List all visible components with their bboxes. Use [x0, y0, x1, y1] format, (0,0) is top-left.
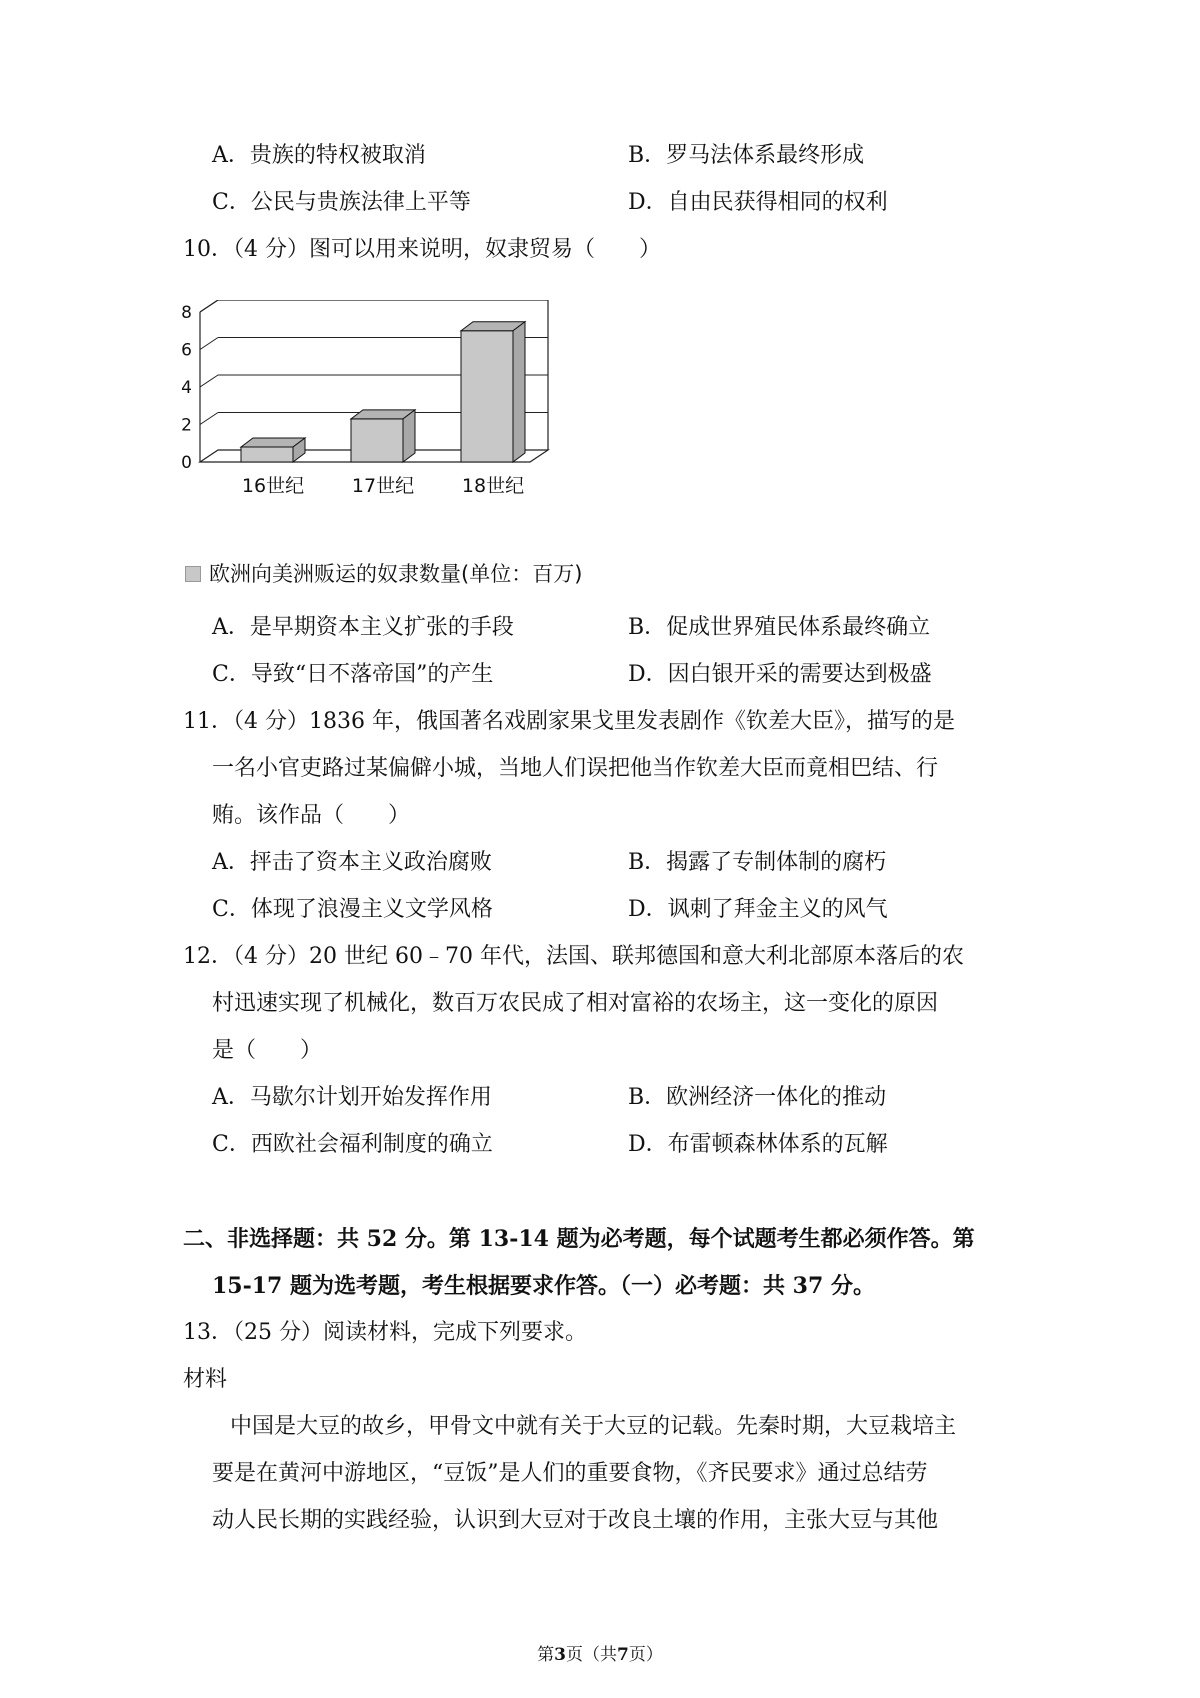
bar — [241, 438, 305, 462]
q12-option-a: A．马歇尔计划开始发挥作用 — [212, 1085, 492, 1110]
chart-legend — [185, 559, 582, 589]
footer-page-number: 3 — [554, 1645, 566, 1665]
x-tick-label: 17世纪 — [351, 475, 415, 497]
q13-material-line2: 要是在黄河中游地区，“豆饭”是人们的重要食物，《齐民要求》通过总结劳 — [212, 1461, 928, 1486]
chart-bars — [241, 322, 525, 462]
q9-option-a: A．贵族的特权被取消 — [212, 143, 426, 168]
footer-suffix: 页） — [628, 1645, 663, 1665]
footer-total-pages: 7 — [617, 1645, 629, 1665]
q12-stem-line1: 12．（4 分）20 世纪 60﹣70 年代，法国、联邦德国和意大利北部原本落后的农 — [183, 944, 964, 969]
q9-option-b: B．罗马法体系最终形成 — [628, 143, 865, 168]
q11-option-c: C．体现了浪漫主义文学风格 — [212, 897, 493, 922]
q13-stem: 13．（25 分）阅读材料，完成下列要求。 — [183, 1320, 587, 1345]
q12-option-c: C．西欧社会福利制度的确立 — [212, 1132, 493, 1157]
q9-option-d: D．自由民获得相同的权利 — [628, 190, 888, 215]
slave-trade-bar-chart — [180, 300, 600, 550]
chart-legend-text: 欧洲向美洲贩运的奴隶数量(单位：百万) — [209, 562, 583, 586]
gridline-diagonal — [200, 338, 218, 350]
q9-option-c: C．公民与贵族法律上平等 — [212, 190, 471, 215]
q11-option-a: A．抨击了资本主义政治腐败 — [212, 850, 492, 875]
x-tick-label: 16世纪 — [241, 475, 305, 497]
q12-option-d: D．布雷顿森林体系的瓦解 — [628, 1132, 888, 1157]
q11-stem-line2: 一名小官吏路过某偏僻小城，当地人们误把他当作钦差大臣而竟相巴结、行 — [212, 756, 939, 781]
q10-stem: 10．（4 分）图可以用来说明，奴隶贸易（ ） — [183, 237, 661, 262]
bar-side — [403, 410, 415, 462]
footer-mid: 页（共 — [566, 1645, 617, 1665]
bar-front — [241, 447, 293, 462]
x-tick-label: 18世纪 — [461, 475, 525, 497]
y-tick-label: 0 — [181, 453, 192, 473]
q10-option-d: D．因白银开采的需要达到极盛 — [628, 662, 932, 687]
q12-stem-line2: 村迅速实现了机械化，数百万农民成了相对富裕的农场主，这一变化的原因 — [212, 991, 939, 1016]
y-tick-label: 2 — [181, 415, 192, 436]
q13-material-line1: 中国是大豆的故乡，甲骨文中就有关于大豆的记载。先秦时期，大豆栽培主 — [230, 1414, 957, 1439]
bar — [461, 322, 525, 462]
footer-prefix: 第 — [537, 1645, 555, 1665]
q10-option-a: A．是早期资本主义扩张的手段 — [212, 615, 514, 640]
q12-option-b: B．欧洲经济一体化的推动 — [628, 1085, 887, 1110]
bar-side — [513, 322, 525, 462]
q12-stem-line3: 是（ ） — [212, 1038, 323, 1063]
page-footer — [0, 1640, 1200, 1665]
legend-swatch — [185, 566, 201, 582]
q10-option-c: C．导致“日不落帝国”的产生 — [212, 662, 494, 687]
bar — [351, 410, 415, 462]
section2-heading-line2: 15-17 题为选考题，考生根据要求作答。（一）必考题：共 37 分。 — [212, 1273, 875, 1299]
q13-material-line3: 动人民长期的实践经验，认识到大豆对于改良土壤的作用，主张大豆与其他 — [212, 1508, 939, 1533]
gridline-diagonal — [200, 375, 218, 387]
section2-heading-line1: 二、非选择题：共 52 分。第 13-14 题为必考题，每个试题考生都必须作答。第 — [183, 1226, 975, 1252]
q11-stem-line3: 贿。该作品（ ） — [212, 803, 411, 828]
y-tick-label: 4 — [181, 378, 192, 398]
gridline-diagonal — [200, 413, 218, 425]
bar-front — [461, 331, 513, 462]
q11-option-d: D．讽刺了拜金主义的风气 — [628, 897, 888, 922]
bar-front — [351, 419, 403, 462]
y-tick-label: 6 — [181, 340, 192, 361]
y-tick-label: 8 — [181, 303, 192, 323]
q11-option-b: B．揭露了专制体制的腐朽 — [628, 850, 887, 875]
q13-material-label: 材料 — [183, 1367, 228, 1392]
q10-option-b: B．促成世界殖民体系最终确立 — [628, 615, 931, 640]
q11-stem-line1: 11．（4 分）1836 年，俄国著名戏剧家果戈里发表剧作《钦差大臣》，描写的是 — [183, 709, 955, 734]
chart-top-edge — [200, 300, 218, 312]
